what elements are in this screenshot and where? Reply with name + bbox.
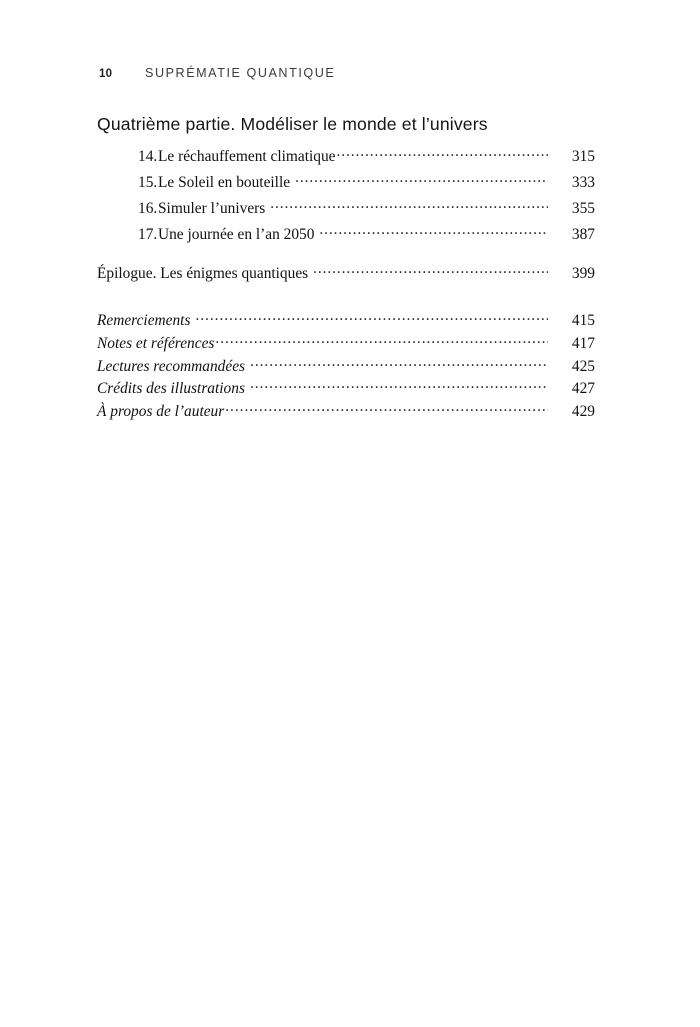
toc-dot-leader [250, 355, 548, 370]
toc-entry-title: Simuler l’univers [158, 200, 266, 218]
toc-entry-page-number: 333 [571, 174, 595, 192]
toc-entry-page-number: 355 [571, 200, 595, 218]
toc-entry-title: Le Soleil en bouteille [158, 174, 291, 192]
toc-entry[interactable] [97, 400, 595, 423]
toc-dot-leader [295, 172, 548, 187]
toc-entry-page-number: 425 [571, 357, 595, 375]
toc-dot-leader [336, 146, 548, 161]
page-folio-number: 10 [99, 68, 113, 80]
toc-dot-leader [215, 333, 548, 348]
running-title: SUPRÉMATIE QUANTIQUE [145, 66, 336, 80]
toc-entry-number: 16. [138, 200, 158, 218]
toc-entry-page-number: 417 [571, 334, 595, 352]
toc-entry-number: 17. [138, 226, 158, 244]
toc-entry[interactable] [97, 224, 595, 250]
toc-entry-number: 14. [138, 148, 158, 166]
toc-entry[interactable] [97, 198, 595, 224]
toc-entry-page-number: 399 [571, 265, 595, 283]
toc-entry-title: À propos de l’auteur [97, 402, 225, 420]
toc-entry-title: Remerciements [97, 312, 191, 330]
toc-entry-title: Lectures recommandées [97, 357, 246, 375]
toc-entry[interactable] [97, 263, 595, 289]
toc-entry-title: Notes et références [97, 334, 215, 352]
toc-backmatter-section [97, 310, 595, 423]
toc-epilogue-section [97, 263, 595, 289]
toc-dot-leader [225, 400, 548, 415]
toc-entry-number: 15. [138, 174, 158, 192]
toc-entry[interactable] [97, 172, 595, 198]
toc-chapters-section [97, 146, 595, 250]
toc-entry-page-number: 315 [571, 148, 595, 166]
toc-entry[interactable] [97, 333, 595, 356]
part-heading: Quatrième partie. Modéliser le monde et l’univers [97, 114, 488, 134]
toc-dot-leader [313, 263, 548, 278]
toc-entry-title: Crédits des illustrations [97, 380, 245, 398]
toc-entry-title: Le réchauffement climatique [158, 148, 336, 166]
toc-entry[interactable] [97, 146, 595, 172]
running-head [99, 66, 335, 80]
toc-entry-page-number: 387 [571, 226, 595, 244]
toc-dot-leader [195, 310, 548, 325]
toc-entry-title: Une journée en l’an 2050 [158, 226, 315, 244]
toc-entry[interactable] [97, 355, 595, 378]
toc-dot-leader [250, 378, 548, 393]
toc-entry-page-number: 427 [571, 380, 595, 398]
toc-entry[interactable] [97, 310, 595, 333]
toc-entry-title: Épilogue. Les énigmes quantiques [97, 265, 309, 283]
toc-entry[interactable] [97, 378, 595, 401]
toc-dot-leader [319, 224, 548, 239]
toc-dot-leader [270, 198, 548, 213]
toc-entry-page-number: 415 [571, 312, 595, 330]
toc-entry-page-number: 429 [571, 402, 595, 420]
